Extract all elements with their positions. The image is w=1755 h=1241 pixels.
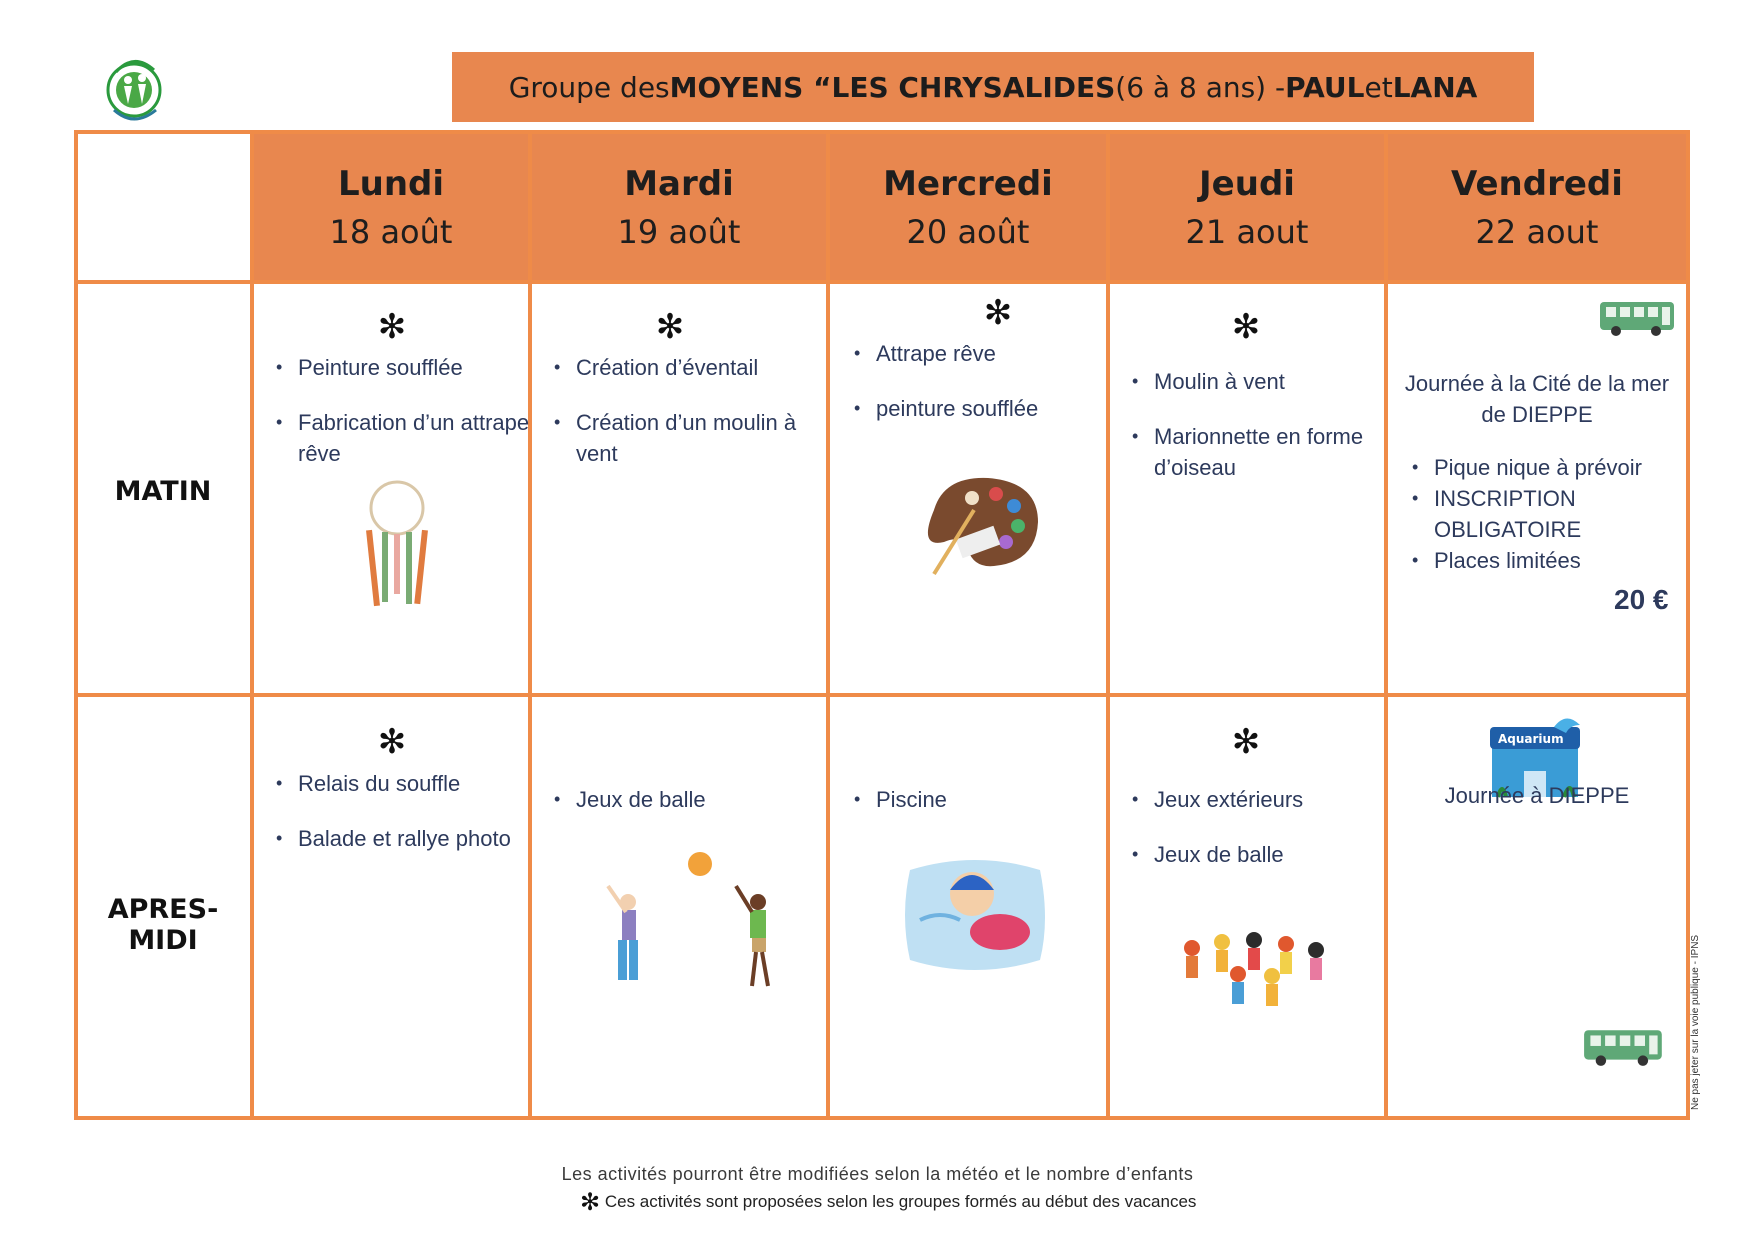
title-and: et [1364,70,1393,104]
bus-icon [1582,1026,1666,1068]
grid-line [1384,130,1388,1120]
morning-mardi-list [552,352,834,469]
morning-lundi-list [274,352,538,469]
list-item: • Fabrication d’un attrape rêve [298,407,538,469]
day-name: Mercredi [883,164,1053,204]
row-label-morning: MATIN [114,476,212,507]
kids-circle-icon [1174,928,1334,1018]
side-note: Ne pas jeter sur la voie publique - IPNS [1690,934,1701,1110]
day-date: 22 aout [1475,213,1599,251]
dreamcatcher-icon [352,480,442,620]
grid-line [74,280,1690,284]
list-item: • Peinture soufflée [298,352,538,383]
schedule-grid [74,130,1690,1120]
list-item: • Jeux de balle [1154,839,1394,870]
list-item: • Places limitées [1434,545,1694,576]
footer-star-text: Ces activités sont proposées selon les groupes formés au début des vacances [604,1191,1197,1211]
day-name: Mardi [624,164,734,204]
list-item: • Jeux de balle [576,784,826,815]
bus-icon [1598,298,1678,338]
paint-palette-icon [914,470,1044,580]
day-name: Vendredi [1451,164,1623,204]
grid-line [74,130,1690,134]
day-header-vendredi [1388,160,1686,256]
afternoon-jeudi-list [1130,784,1394,870]
list-item: • INSCRIPTION OBLIGATOIRE [1434,483,1694,545]
swimmer-icon [900,850,1050,980]
title-prefix: Groupe des [508,70,670,104]
aquarium-label: Aquarium [1498,732,1564,746]
star-icon: ✻ [655,308,685,346]
grid-line [74,693,1690,697]
morning-mercredi-list [852,338,1116,424]
afternoon-mercredi-list [852,784,1116,815]
list-item: • Balade et rallye photo [298,823,548,854]
morning-jeudi-list [1130,366,1394,483]
star-icon: ✻ [983,294,1013,332]
list-item: • peinture soufflée [876,393,1116,424]
grid-line [1106,130,1110,1120]
title-name1: PAUL [1285,70,1365,104]
day-name: Lundi [337,164,445,204]
day-header-jeudi [1110,160,1384,256]
list-item: • Piscine [876,784,1116,815]
list-item: • Relais du souffle [298,768,548,799]
day-header-mardi [532,160,826,256]
footer-note: Les activités pourront être modifiées selon la météo et le nombre d’enfants [561,1164,1194,1184]
list-item: • Pique nique à prévoir [1434,452,1694,483]
day-date: 21 aout [1185,213,1309,251]
afternoon-vendredi-heading: Journée à DIEPPE [1444,783,1630,808]
grid-line [74,1116,1690,1120]
list-item: • Marionnette en forme d’oiseau [1154,421,1394,483]
star-icon: ✻ [377,308,407,346]
row-label-afternoon: APRES-MIDI [107,894,219,956]
price: 20 € [1614,584,1669,615]
list-item: • Moulin à vent [1154,366,1394,397]
day-date: 19 août [617,213,741,251]
day-date: 18 août [329,213,453,251]
morning-vendredi-heading: Journée à la Cité de la mer de DIEPPE [1404,371,1670,427]
grid-line [826,130,830,1120]
ball-players-icon [598,850,788,1000]
star-icon: ✻ [1231,723,1261,761]
grid-line [528,130,532,1120]
footer-star-note [580,1188,1196,1217]
list-item: • Création d’éventail [576,352,834,383]
title-ages: (6 à 8 ans) - [1115,70,1286,104]
star-icon: ✻ [580,1189,601,1216]
day-header-lundi [254,160,528,256]
title-name2: LANA [1392,70,1478,104]
star-icon: ✻ [1231,308,1261,346]
grid-line [74,130,78,1120]
list-item: • Création d’un moulin à vent [576,407,834,469]
afternoon-mardi-list [552,784,826,815]
list-item: • Attrape rêve [876,338,1116,369]
title-group: MOYENS “LES CHRYSALIDES [669,70,1116,104]
star-icon: ✻ [377,723,407,761]
grid-line [250,130,254,1120]
day-name: Jeudi [1199,164,1295,204]
title-banner [452,52,1534,122]
afternoon-lundi-list [274,768,548,854]
day-header-mercredi [830,160,1106,256]
day-date: 20 août [906,213,1030,251]
morning-vendredi-list [1410,452,1694,576]
logo [88,50,180,130]
list-item: • Jeux extérieurs [1154,784,1394,815]
